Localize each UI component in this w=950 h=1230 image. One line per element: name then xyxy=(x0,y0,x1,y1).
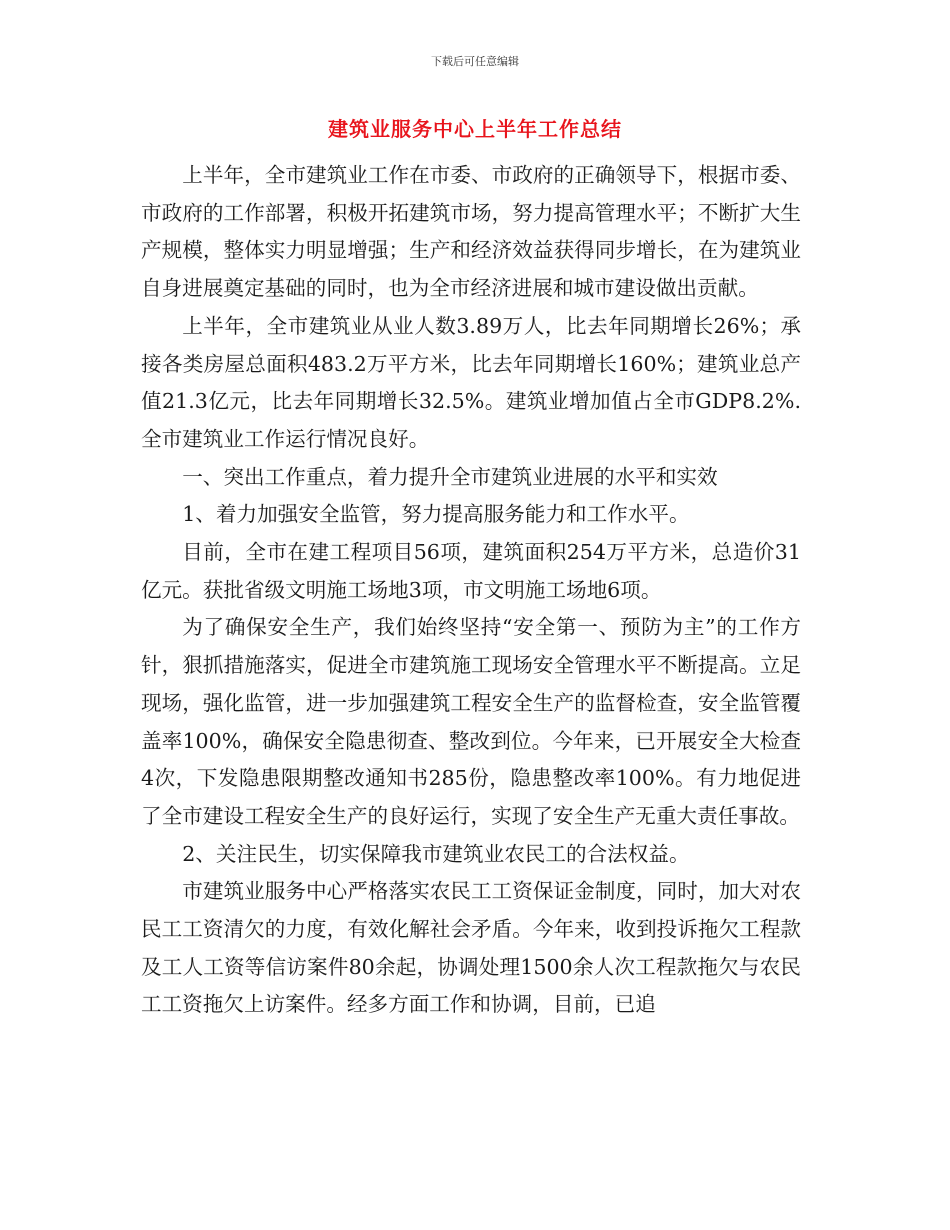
paragraph-statistics: 上半年，全市建筑业从业人数3.89万人，比去年同期增长26%；承接各类房屋总面积483.2万平方米，比去年同期增长160%；建筑业总产值21.3亿元，比去年同期增长32.5%。建筑业增加值占全市GDP8.2%.全市建筑业工作运行情况良好。 xyxy=(141,313,801,451)
paragraph-wages: 市建筑业服务中心严格落实农民工工资保证金制度，同时，加大对农民工工资清欠的力度，有效化解社会矛盾。今年来，收到投诉拖欠工程款及工人工资等信访案件80余起，协调处理1500余人次工程款拖欠与农民工工资拖欠上访案件。经多方面工作和协调，目前，已追 xyxy=(141,879,801,1017)
paragraph-intro: 上半年，全市建筑业工作在市委、市政府的正确领导下，根据市委、市政府的工作部署，积极开拓建筑市场，努力提高管理水平；不断扩大生产规模，整体实力明显增强；生产和经济效益获得同步增长，在为建筑业自身进展奠定基础的同时，也为全市经济进展和城市建设做出贡献。 xyxy=(141,163,801,301)
subsection-heading-2: 2、关注民生，切实保障我市建筑业农民工的合法权益。 xyxy=(182,841,690,866)
subsection-heading-1: 1、着力加强安全监管，努力提高服务能力和工作水平。 xyxy=(182,502,690,527)
paragraph-safety: 为了确保安全生产，我们始终坚持“安全第一、预防为主”的工作方针，狠抓措施落实，促进全市建筑施工现场安全管理水平不断提高。立足现场，强化监管，进一步加强建筑工程安全生产的监督检查，安全监管覆盖率100%，确保安全隐患彻查、整改到位。今年来，已开展安全大检查4次，下发隐患限期整改通知书285份，隐患整改率100%。有力地促进了全市建设工程安全生产的良好运行，实现了安全生产无重大责任事故。 xyxy=(141,615,801,828)
section-heading-1: 一、突出工作重点，着力提升全市建筑业进展的水平和实效 xyxy=(182,464,718,489)
document-title: 建筑业服务中心上半年工作总结 xyxy=(328,117,622,141)
document-body xyxy=(141,157,801,1024)
paragraph-projects: 目前，全市在建工程项目56项，建筑面积254万平方米，总造价31亿元。获批省级文明施工场地3项，市文明施工场地6项。 xyxy=(141,540,801,602)
header-note: 下载后可任意编辑 xyxy=(431,55,519,68)
